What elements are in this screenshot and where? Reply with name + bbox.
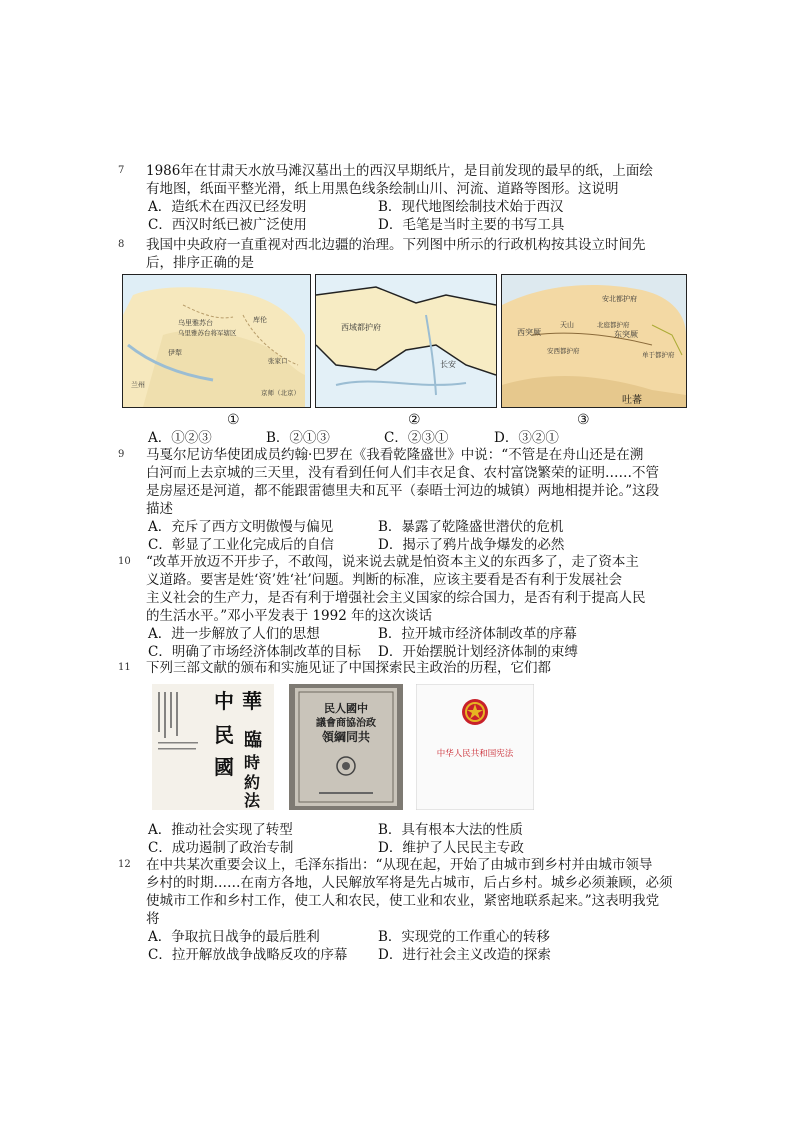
option-b[interactable]: B．实现党的工作重心的转移	[378, 929, 550, 945]
stem-line: 将	[146, 911, 160, 927]
map-label: 西突厥	[517, 328, 541, 337]
doc-2-title-line: 領綱同共	[321, 730, 371, 744]
doc-1-char: 臨	[244, 730, 262, 751]
doc-1-char: 中	[214, 689, 234, 713]
map-1	[122, 274, 311, 408]
question-number: 7	[118, 165, 125, 176]
question-11	[118, 659, 678, 677]
stem-line: 我国中央政府一直重视对西北边疆的治理。下列图中所示的行政机构按其设立时间先	[146, 237, 646, 253]
options	[148, 821, 678, 857]
stem-line: 1986年在甘肃天水放马滩汉墓出土的西汉早期纸片，是目前发现的最早的纸，上面绘	[146, 163, 653, 179]
stem-line: 白河而上去京城的三天里，没有看到任何人们丰衣足食、农村富饶繁荣的证明……不管	[146, 465, 659, 481]
question-8-options	[118, 429, 678, 447]
question-number: 12	[118, 859, 131, 870]
map-captions	[122, 411, 687, 431]
option-a[interactable]: A．①②③	[148, 430, 212, 446]
question-stem	[146, 553, 678, 625]
document-images	[152, 684, 552, 812]
document-2-common-program	[289, 684, 403, 810]
doc-3-title: 中华人民共和国宪法	[436, 749, 514, 759]
map-label: 安北都护府	[602, 295, 637, 303]
map-strip	[122, 274, 687, 408]
option-b[interactable]: B．现代地图绘制技术始于西汉	[378, 199, 564, 215]
question-stem	[146, 856, 678, 928]
question-stem	[146, 659, 678, 677]
doc-1-char: 法	[244, 791, 261, 810]
option-d[interactable]: D．维护了人民民主专政	[378, 840, 524, 856]
option-a[interactable]: A．造纸术在西汉已经发明	[148, 199, 307, 215]
map-3	[501, 274, 687, 408]
option-b[interactable]: B．②①③	[266, 430, 330, 446]
option-c[interactable]: C．拉开解放战争战略反攻的序幕	[148, 947, 348, 963]
map-label: 乌里雅苏台将军辖区	[178, 329, 237, 337]
option-d[interactable]: D．毛笔是当时主要的书写工具	[378, 217, 565, 233]
question-stem	[146, 162, 678, 198]
stem-line: 后，排序正确的是	[146, 255, 254, 271]
map-label: 张家口	[268, 357, 288, 365]
option-b[interactable]: B．具有根本大法的性质	[378, 822, 523, 838]
doc-1-char: 約	[244, 773, 261, 792]
doc-1-char: 華	[242, 689, 262, 713]
option-a[interactable]: A．充斥了西方文明傲慢与偏见	[148, 519, 334, 535]
option-a[interactable]: A．争取抗日战争的最后胜利	[148, 929, 320, 945]
question-number: 10	[118, 556, 131, 567]
question-7	[118, 162, 678, 234]
map-label: 天山	[560, 321, 574, 329]
question-number: 8	[118, 239, 125, 250]
map-caption: ③	[577, 412, 590, 428]
option-c[interactable]: C．彰显了工业化完成后的自信	[148, 537, 334, 553]
option-c[interactable]: C．西汉时纸已被广泛使用	[148, 217, 307, 233]
option-a[interactable]: A．进一步解放了人们的思想	[148, 626, 320, 642]
map-label: 西域都护府	[341, 323, 381, 332]
option-d[interactable]: D．③②①	[494, 430, 559, 446]
option-d[interactable]: D．进行社会主义改造的探索	[378, 947, 551, 963]
map-label: 安西都护府	[547, 347, 580, 355]
stem-line: 有地图，纸面平整光滑，纸上用黑色线条绘制山川、河流、道路等图形。这说明	[146, 181, 619, 197]
map-label: 吐蕃	[622, 395, 642, 406]
stem-line: 在中共某次重要会议上，毛泽东指出：“从现在起，开始了由城市到乡村并由城市领导	[146, 857, 653, 873]
options	[148, 928, 678, 964]
option-a[interactable]: A．推动社会实现了转型	[148, 822, 293, 838]
question-8	[118, 236, 678, 272]
option-d[interactable]: D．开始摆脱计划经济体制的束缚	[378, 644, 578, 660]
stem-line: 下列三部文献的颁布和实施见证了中国探索民主政治的历程，它们都	[146, 660, 551, 676]
doc-1-char: 時	[244, 753, 261, 772]
question-number: 11	[118, 662, 131, 673]
stem-line: “改革开放迈不开步子，不敢闯，说来说去就是怕资本主义的东西多了，走了资本主	[146, 554, 639, 570]
map-label: 伊犁	[168, 349, 182, 357]
doc-2-title-line: 民人國中	[324, 702, 368, 715]
option-c[interactable]: C．明确了市场经济体制改革的目标	[148, 644, 361, 660]
map-caption: ②	[408, 412, 421, 428]
map-caption: ①	[227, 412, 240, 428]
options	[148, 625, 678, 661]
map-label: 单于都护府	[642, 351, 675, 359]
question-stem	[146, 236, 678, 272]
map-label: 北庭都护府	[597, 321, 630, 329]
stem-line: 马戛尔尼访华使团成员约翰·巴罗在《我看乾隆盛世》中说：“不管是在舟山还是在溯	[146, 447, 644, 463]
question-10	[118, 553, 678, 661]
option-c[interactable]: C．②③①	[384, 430, 449, 446]
option-c[interactable]: C．成功遏制了政治专制	[148, 840, 294, 856]
doc-2-title-line: 議會商協治政	[316, 718, 376, 729]
map-label: 乌里雅苏台	[178, 319, 213, 327]
stem-line: 乡村的时期……在南方各地，人民解放军将是先占城市，后占乡村。城乡必须兼顾，必须	[146, 875, 673, 891]
stem-line: 描述	[146, 501, 173, 517]
doc-1-char: 民	[214, 723, 234, 747]
document-3-constitution	[416, 684, 534, 810]
stem-line: 是房屋还是河道，都不能跟雷德里夫和瓦平（泰晤士河边的城镇）两地相提并论。”这段	[146, 483, 660, 499]
option-b[interactable]: B．暴露了乾隆盛世潜伏的危机	[378, 519, 564, 535]
question-9	[118, 446, 678, 554]
question-12	[118, 856, 678, 964]
options	[148, 198, 678, 234]
map-label: 库伦	[253, 316, 267, 324]
question-11-options	[118, 821, 678, 857]
stem-line: 的生活水平。”邓小平发表于 1992 年的这次谈话	[146, 608, 433, 624]
doc-1-char: 國	[214, 755, 234, 779]
map-label: 兰州	[131, 381, 145, 389]
option-d[interactable]: D．揭示了鸦片战争爆发的必然	[378, 537, 565, 553]
stem-line: 主义社会的生产力，是否有利于增强社会主义国家的综合国力，是否有利于提高人民	[146, 590, 646, 606]
stem-line: 义道路。要害是姓‘资’姓‘社’问题。判断的标准，应该主要看是否有利于发展社会	[146, 572, 623, 588]
map-label: 东突厥	[614, 330, 638, 339]
question-stem	[146, 446, 678, 518]
document-1-provisional-constitution	[152, 684, 274, 810]
map-label: 长安	[440, 360, 456, 369]
question-number: 9	[118, 449, 125, 460]
options	[148, 518, 678, 554]
map-2	[315, 274, 497, 408]
map-label: 京师（北京）	[261, 389, 300, 397]
option-b[interactable]: B．拉开城市经济体制改革的序幕	[378, 626, 577, 642]
stem-line: 使城市工作和乡村工作，使工人和农民，使工业和农业，紧密地联系起来。”这表明我党	[146, 893, 660, 909]
